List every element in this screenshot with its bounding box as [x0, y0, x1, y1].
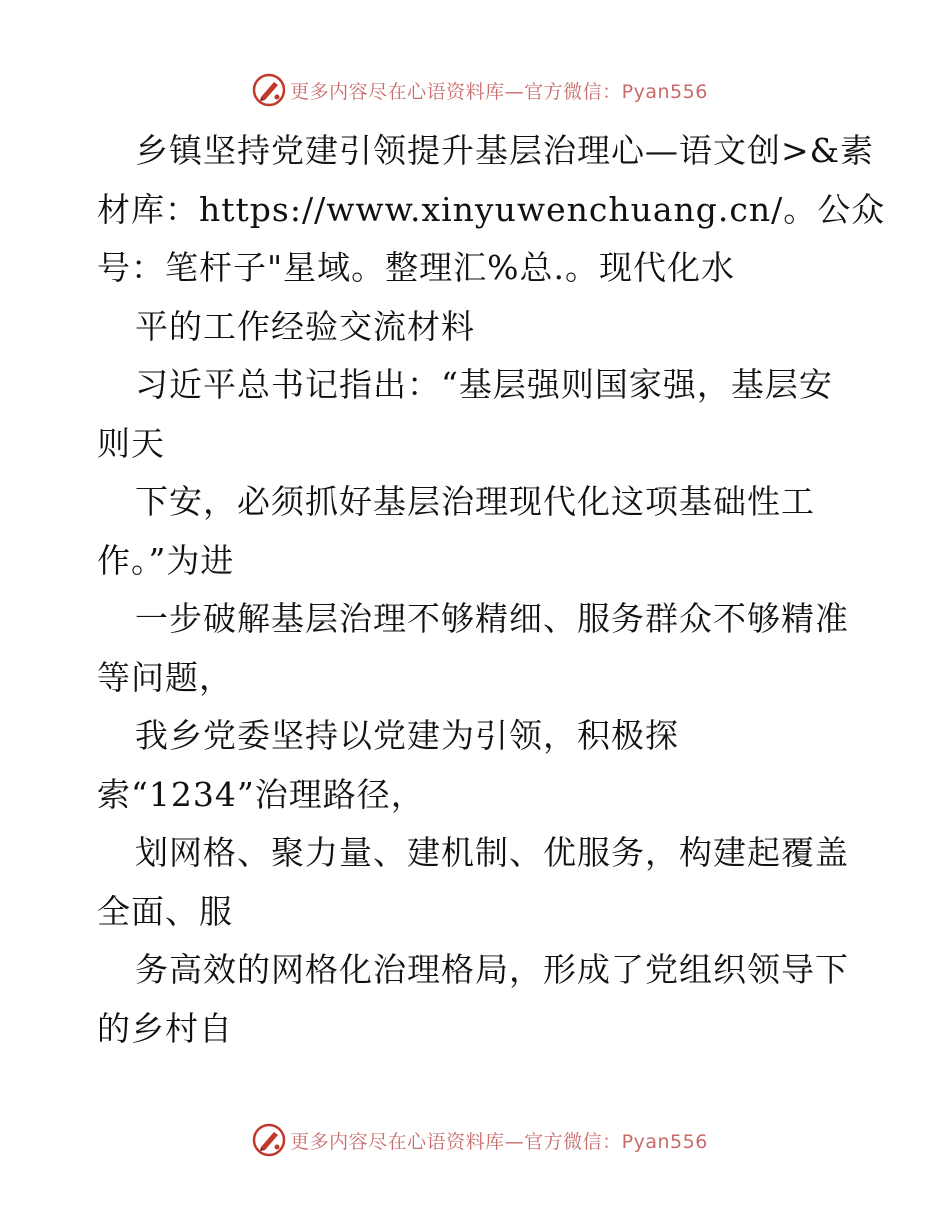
body-line: 乡镇坚持党建引领提升基层治理心—语文创>&素 [135, 131, 875, 170]
pen-logo-icon [252, 73, 286, 107]
body-line: 务高效的网格化治理格局，形成了党组织领导下 [135, 950, 849, 989]
header-banner-content [252, 73, 708, 107]
body-line: 全面、服 [97, 891, 233, 931]
body-line: 材库：https://www.xinyuwenchuang.cn/。公众 [97, 189, 886, 229]
header-banner-text: 更多内容尽在心语资料库—官方微信：Pyan556 [290, 80, 708, 103]
document-body [97, 122, 886, 1058]
footer-banner-content [252, 1123, 708, 1157]
pen-logo-icon [252, 1123, 286, 1157]
footer-banner-text: 更多内容尽在心语资料库—官方微信：Pyan556 [290, 1130, 708, 1153]
footer-banner [0, 1120, 950, 1160]
body-line: 等问题， [97, 657, 233, 697]
body-line: 习近平总书记指出：“基层强则国家强，基层安 [135, 365, 833, 404]
body-line: 一步破解基层治理不够精细、服务群众不够精准 [135, 599, 849, 638]
body-line: 索“1234”治理路径， [97, 774, 425, 814]
body-line: 划网格、聚力量、建机制、优服务，构建起覆盖 [135, 833, 849, 872]
body-line: 的乡村自 [97, 1008, 233, 1048]
body-line: 号：笔杆子"星域。整理汇%总.。现代化水 [97, 248, 736, 287]
body-line: 则天 [97, 423, 165, 463]
body-line: 作。”为进 [97, 540, 235, 580]
body-line: 下安，必须抓好基层治理现代化这项基础性工 [135, 482, 815, 521]
body-line: 平的工作经验交流材料 [135, 306, 475, 346]
header-banner [0, 70, 950, 110]
body-line: 我乡党委坚持以党建为引领，积极探 [135, 716, 679, 755]
